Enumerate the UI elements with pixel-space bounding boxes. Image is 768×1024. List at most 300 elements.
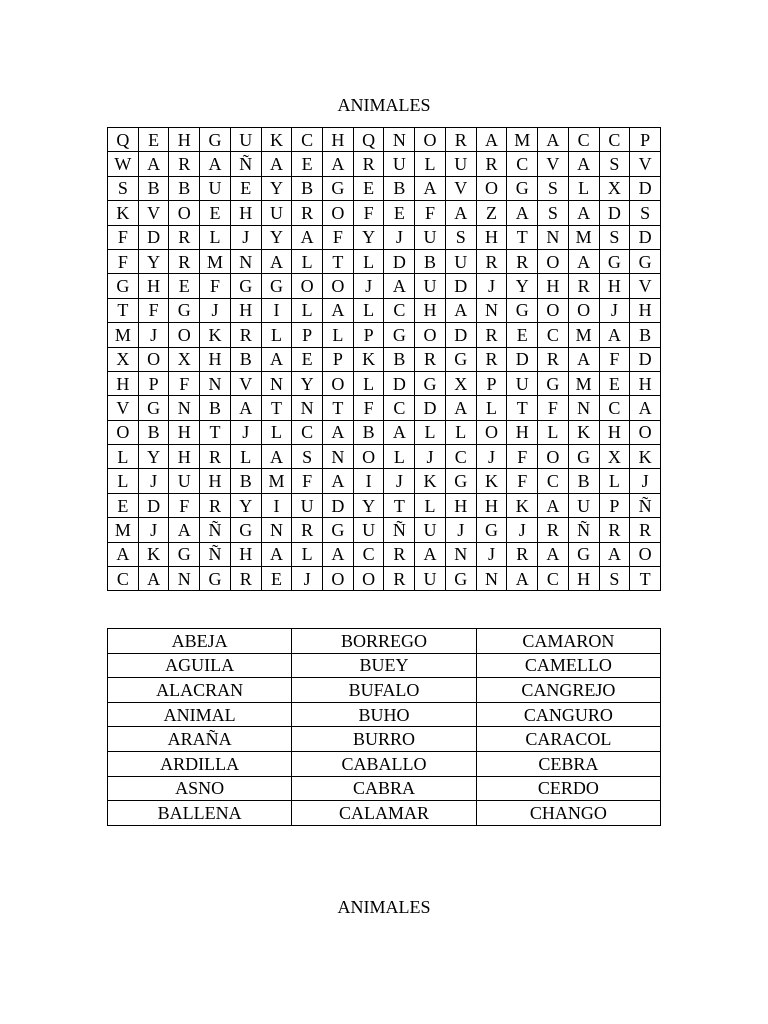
grid-cell: F bbox=[507, 469, 538, 493]
grid-cell: K bbox=[138, 542, 169, 566]
grid-row bbox=[108, 152, 661, 176]
grid-cell: D bbox=[323, 493, 354, 517]
grid-cell: A bbox=[538, 493, 569, 517]
grid-cell: X bbox=[108, 347, 139, 371]
grid-cell: B bbox=[353, 420, 384, 444]
grid-cell: N bbox=[292, 396, 323, 420]
grid-cell: L bbox=[261, 323, 292, 347]
grid-cell: O bbox=[476, 420, 507, 444]
grid-cell: C bbox=[384, 396, 415, 420]
word-list-row bbox=[108, 629, 661, 654]
grid-cell: A bbox=[323, 420, 354, 444]
grid-cell: H bbox=[630, 371, 661, 395]
grid-cell: R bbox=[599, 518, 630, 542]
grid-cell: U bbox=[568, 493, 599, 517]
grid-cell: T bbox=[630, 567, 661, 591]
grid-cell: Y bbox=[138, 249, 169, 273]
grid-cell: T bbox=[384, 493, 415, 517]
grid-cell: H bbox=[476, 493, 507, 517]
grid-cell: Y bbox=[353, 225, 384, 249]
grid-cell: D bbox=[630, 225, 661, 249]
grid-cell: C bbox=[108, 567, 139, 591]
grid-cell: L bbox=[200, 225, 231, 249]
grid-cell: A bbox=[415, 542, 446, 566]
grid-row bbox=[108, 493, 661, 517]
grid-cell: H bbox=[630, 298, 661, 322]
grid-cell: B bbox=[630, 323, 661, 347]
word-list-item: BUHO bbox=[292, 702, 476, 727]
word-list-item: CERDO bbox=[476, 776, 660, 801]
grid-cell: O bbox=[323, 567, 354, 591]
grid-cell: B bbox=[230, 469, 261, 493]
word-list-item: CHANGO bbox=[476, 801, 660, 826]
grid-cell: T bbox=[507, 225, 538, 249]
page-title-bottom: ANIMALES bbox=[337, 897, 431, 917]
grid-cell: C bbox=[292, 128, 323, 152]
grid-row bbox=[108, 298, 661, 322]
grid-cell: J bbox=[200, 298, 231, 322]
grid-row bbox=[108, 347, 661, 371]
grid-cell: G bbox=[568, 445, 599, 469]
grid-cell: O bbox=[353, 567, 384, 591]
word-list-row bbox=[108, 727, 661, 752]
grid-cell: K bbox=[415, 469, 446, 493]
grid-cell: V bbox=[630, 152, 661, 176]
grid-cell: U bbox=[415, 567, 446, 591]
grid-cell: E bbox=[230, 176, 261, 200]
grid-cell: G bbox=[323, 518, 354, 542]
grid-cell: M bbox=[507, 128, 538, 152]
grid-cell: S bbox=[292, 445, 323, 469]
grid-cell: G bbox=[169, 298, 200, 322]
grid-cell: O bbox=[353, 445, 384, 469]
grid-cell: M bbox=[261, 469, 292, 493]
grid-cell: E bbox=[507, 323, 538, 347]
word-list-item: CANGURO bbox=[476, 702, 660, 727]
grid-cell: J bbox=[415, 445, 446, 469]
grid-cell: U bbox=[261, 201, 292, 225]
grid-cell: A bbox=[138, 567, 169, 591]
grid-cell: R bbox=[230, 567, 261, 591]
grid-cell: R bbox=[292, 201, 323, 225]
grid-cell: A bbox=[261, 542, 292, 566]
grid-cell: G bbox=[169, 542, 200, 566]
grid-cell: Ñ bbox=[200, 518, 231, 542]
grid-cell: F bbox=[538, 396, 569, 420]
grid-cell: K bbox=[476, 469, 507, 493]
grid-row bbox=[108, 225, 661, 249]
grid-cell: M bbox=[568, 371, 599, 395]
grid-cell: C bbox=[599, 128, 630, 152]
word-list-item: CARACOL bbox=[476, 727, 660, 752]
grid-row bbox=[108, 445, 661, 469]
grid-cell: L bbox=[108, 469, 139, 493]
grid-cell: H bbox=[138, 274, 169, 298]
grid-row bbox=[108, 371, 661, 395]
grid-cell: O bbox=[476, 176, 507, 200]
grid-cell: A bbox=[476, 128, 507, 152]
page-title: ANIMALES bbox=[337, 95, 431, 115]
grid-cell: E bbox=[384, 201, 415, 225]
grid-cell: A bbox=[599, 323, 630, 347]
grid-cell: X bbox=[169, 347, 200, 371]
grid-cell: S bbox=[599, 567, 630, 591]
grid-row bbox=[108, 518, 661, 542]
grid-cell: R bbox=[445, 128, 476, 152]
grid-cell: B bbox=[568, 469, 599, 493]
word-list-item: CABRA bbox=[292, 776, 476, 801]
grid-cell: W bbox=[108, 152, 139, 176]
grid-cell: V bbox=[138, 201, 169, 225]
word-list-item: CANGREJO bbox=[476, 678, 660, 703]
grid-cell: O bbox=[169, 201, 200, 225]
grid-cell: Ñ bbox=[230, 152, 261, 176]
grid-cell: H bbox=[230, 298, 261, 322]
grid-cell: L bbox=[353, 298, 384, 322]
grid-cell: C bbox=[568, 128, 599, 152]
grid-cell: L bbox=[292, 542, 323, 566]
word-list-item: ANIMAL bbox=[108, 702, 292, 727]
grid-cell: X bbox=[445, 371, 476, 395]
grid-cell: J bbox=[138, 469, 169, 493]
grid-cell: G bbox=[445, 469, 476, 493]
grid-cell: J bbox=[476, 445, 507, 469]
grid-cell: H bbox=[415, 298, 446, 322]
grid-cell: L bbox=[230, 445, 261, 469]
grid-cell: G bbox=[568, 542, 599, 566]
grid-cell: I bbox=[261, 493, 292, 517]
grid-row bbox=[108, 396, 661, 420]
grid-cell: M bbox=[108, 518, 139, 542]
grid-cell: F bbox=[415, 201, 446, 225]
grid-cell: F bbox=[138, 298, 169, 322]
grid-cell: H bbox=[599, 420, 630, 444]
grid-cell: D bbox=[445, 323, 476, 347]
grid-cell: A bbox=[261, 249, 292, 273]
word-list-item: ABEJA bbox=[108, 629, 292, 654]
grid-cell: S bbox=[599, 225, 630, 249]
grid-row bbox=[108, 201, 661, 225]
word-list-item: ARDILLA bbox=[108, 751, 292, 776]
grid-cell: U bbox=[445, 152, 476, 176]
grid-cell: C bbox=[599, 396, 630, 420]
grid-cell: G bbox=[445, 347, 476, 371]
grid-cell: O bbox=[323, 371, 354, 395]
word-search-grid bbox=[107, 127, 661, 591]
grid-cell: D bbox=[599, 201, 630, 225]
grid-cell: Y bbox=[230, 493, 261, 517]
grid-cell: E bbox=[138, 128, 169, 152]
word-list-row bbox=[108, 801, 661, 826]
grid-cell: G bbox=[599, 249, 630, 273]
grid-cell: A bbox=[384, 420, 415, 444]
grid-cell: N bbox=[538, 225, 569, 249]
grid-cell: L bbox=[292, 298, 323, 322]
grid-cell: D bbox=[415, 396, 446, 420]
grid-cell: K bbox=[353, 347, 384, 371]
grid-cell: J bbox=[476, 542, 507, 566]
grid-cell: T bbox=[507, 396, 538, 420]
grid-cell: K bbox=[507, 493, 538, 517]
grid-cell: N bbox=[261, 371, 292, 395]
grid-cell: N bbox=[445, 542, 476, 566]
word-list-item: CEBRA bbox=[476, 751, 660, 776]
grid-cell: R bbox=[169, 225, 200, 249]
grid-cell: K bbox=[630, 445, 661, 469]
grid-cell: H bbox=[568, 567, 599, 591]
grid-cell: Z bbox=[476, 201, 507, 225]
grid-cell: H bbox=[599, 274, 630, 298]
grid-cell: N bbox=[384, 128, 415, 152]
grid-cell: A bbox=[200, 152, 231, 176]
word-list-item: BALLENA bbox=[108, 801, 292, 826]
grid-cell: T bbox=[108, 298, 139, 322]
grid-cell: U bbox=[384, 152, 415, 176]
grid-cell: B bbox=[138, 176, 169, 200]
grid-cell: B bbox=[169, 176, 200, 200]
grid-cell: D bbox=[138, 225, 169, 249]
grid-cell: L bbox=[353, 249, 384, 273]
grid-cell: D bbox=[138, 493, 169, 517]
grid-cell: I bbox=[261, 298, 292, 322]
grid-cell: G bbox=[230, 274, 261, 298]
grid-cell: N bbox=[200, 371, 231, 395]
grid-cell: O bbox=[323, 274, 354, 298]
grid-cell: A bbox=[445, 396, 476, 420]
grid-cell: D bbox=[445, 274, 476, 298]
grid-cell: P bbox=[353, 323, 384, 347]
grid-cell: O bbox=[415, 128, 446, 152]
grid-cell: A bbox=[384, 274, 415, 298]
grid-cell: N bbox=[476, 298, 507, 322]
grid-cell: P bbox=[323, 347, 354, 371]
grid-cell: Y bbox=[261, 225, 292, 249]
grid-cell: G bbox=[415, 371, 446, 395]
grid-cell: G bbox=[384, 323, 415, 347]
grid-cell: Q bbox=[108, 128, 139, 152]
grid-cell: A bbox=[630, 396, 661, 420]
grid-cell: R bbox=[476, 323, 507, 347]
grid-cell: F bbox=[353, 201, 384, 225]
grid-cell: B bbox=[230, 347, 261, 371]
grid-cell: N bbox=[169, 396, 200, 420]
grid-cell: A bbox=[323, 542, 354, 566]
grid-cell: O bbox=[538, 298, 569, 322]
grid-cell: H bbox=[230, 201, 261, 225]
word-list-row bbox=[108, 751, 661, 776]
grid-cell: M bbox=[200, 249, 231, 273]
grid-cell: R bbox=[169, 249, 200, 273]
grid-cell: J bbox=[230, 225, 261, 249]
grid-cell: P bbox=[599, 493, 630, 517]
grid-cell: L bbox=[292, 249, 323, 273]
grid-cell: H bbox=[323, 128, 354, 152]
grid-cell: A bbox=[445, 298, 476, 322]
grid-cell: A bbox=[538, 542, 569, 566]
grid-cell: C bbox=[538, 323, 569, 347]
grid-cell: G bbox=[476, 518, 507, 542]
grid-cell: K bbox=[200, 323, 231, 347]
grid-cell: G bbox=[445, 567, 476, 591]
word-list-item: AGUILA bbox=[108, 653, 292, 678]
grid-cell: H bbox=[476, 225, 507, 249]
word-list-row bbox=[108, 678, 661, 703]
grid-cell: G bbox=[200, 567, 231, 591]
grid-cell: A bbox=[108, 542, 139, 566]
grid-cell: B bbox=[292, 176, 323, 200]
grid-cell: U bbox=[169, 469, 200, 493]
grid-cell: H bbox=[200, 347, 231, 371]
grid-cell: G bbox=[507, 176, 538, 200]
grid-cell: C bbox=[445, 445, 476, 469]
grid-cell: X bbox=[599, 445, 630, 469]
grid-cell: X bbox=[599, 176, 630, 200]
word-list-item: BORREGO bbox=[292, 629, 476, 654]
grid-cell: J bbox=[445, 518, 476, 542]
grid-cell: U bbox=[200, 176, 231, 200]
grid-cell: J bbox=[507, 518, 538, 542]
grid-cell: C bbox=[538, 567, 569, 591]
grid-cell: A bbox=[568, 249, 599, 273]
grid-cell: B bbox=[138, 420, 169, 444]
grid-cell: N bbox=[261, 518, 292, 542]
grid-cell: A bbox=[538, 128, 569, 152]
word-list-item: BUFALO bbox=[292, 678, 476, 703]
grid-cell: Ñ bbox=[630, 493, 661, 517]
grid-cell: U bbox=[415, 274, 446, 298]
word-list-item: ASNO bbox=[108, 776, 292, 801]
grid-cell: U bbox=[415, 518, 446, 542]
grid-cell: A bbox=[169, 518, 200, 542]
grid-cell: N bbox=[476, 567, 507, 591]
grid-cell: Y bbox=[292, 371, 323, 395]
grid-row bbox=[108, 420, 661, 444]
grid-row bbox=[108, 249, 661, 273]
grid-cell: H bbox=[169, 445, 200, 469]
grid-cell: A bbox=[415, 176, 446, 200]
grid-cell: V bbox=[538, 152, 569, 176]
grid-cell: J bbox=[384, 469, 415, 493]
grid-cell: G bbox=[323, 176, 354, 200]
grid-cell: B bbox=[200, 396, 231, 420]
grid-cell: E bbox=[292, 347, 323, 371]
grid-cell: S bbox=[599, 152, 630, 176]
grid-cell: F bbox=[200, 274, 231, 298]
grid-cell: A bbox=[292, 225, 323, 249]
word-list-item: BURRO bbox=[292, 727, 476, 752]
grid-cell: S bbox=[538, 176, 569, 200]
grid-cell: U bbox=[353, 518, 384, 542]
grid-cell: D bbox=[630, 347, 661, 371]
grid-row bbox=[108, 469, 661, 493]
grid-cell: R bbox=[476, 152, 507, 176]
grid-cell: G bbox=[230, 518, 261, 542]
grid-cell: E bbox=[292, 152, 323, 176]
grid-row bbox=[108, 567, 661, 591]
grid-cell: H bbox=[108, 371, 139, 395]
grid-cell: O bbox=[138, 347, 169, 371]
grid-row bbox=[108, 542, 661, 566]
grid-cell: P bbox=[476, 371, 507, 395]
grid-cell: J bbox=[138, 518, 169, 542]
grid-cell: Y bbox=[507, 274, 538, 298]
grid-cell: F bbox=[507, 445, 538, 469]
grid-cell: L bbox=[568, 176, 599, 200]
grid-cell: A bbox=[261, 152, 292, 176]
grid-row bbox=[108, 274, 661, 298]
grid-cell: O bbox=[630, 542, 661, 566]
grid-cell: H bbox=[200, 469, 231, 493]
grid-cell: V bbox=[445, 176, 476, 200]
grid-cell: S bbox=[538, 201, 569, 225]
grid-cell: H bbox=[169, 128, 200, 152]
word-list-item: CAMARON bbox=[476, 629, 660, 654]
grid-cell: F bbox=[169, 371, 200, 395]
grid-cell: F bbox=[108, 249, 139, 273]
grid-cell: C bbox=[292, 420, 323, 444]
grid-cell: O bbox=[568, 298, 599, 322]
grid-cell: V bbox=[230, 371, 261, 395]
grid-cell: K bbox=[108, 201, 139, 225]
grid-cell: L bbox=[538, 420, 569, 444]
grid-cell: T bbox=[323, 396, 354, 420]
grid-cell: A bbox=[568, 347, 599, 371]
grid-cell: G bbox=[630, 249, 661, 273]
grid-cell: R bbox=[384, 567, 415, 591]
grid-cell: E bbox=[353, 176, 384, 200]
grid-cell: H bbox=[445, 493, 476, 517]
grid-row bbox=[108, 323, 661, 347]
grid-cell: S bbox=[445, 225, 476, 249]
grid-cell: U bbox=[292, 493, 323, 517]
grid-cell: G bbox=[200, 128, 231, 152]
grid-cell: I bbox=[353, 469, 384, 493]
word-list-row bbox=[108, 702, 661, 727]
grid-cell: J bbox=[599, 298, 630, 322]
word-list-item: BUEY bbox=[292, 653, 476, 678]
grid-cell: O bbox=[538, 249, 569, 273]
grid-cell: U bbox=[507, 371, 538, 395]
grid-cell: A bbox=[507, 201, 538, 225]
grid-cell: F bbox=[292, 469, 323, 493]
grid-cell: V bbox=[630, 274, 661, 298]
grid-cell: R bbox=[415, 347, 446, 371]
grid-cell: R bbox=[538, 518, 569, 542]
word-list-row bbox=[108, 653, 661, 678]
grid-cell: R bbox=[476, 249, 507, 273]
grid-cell: G bbox=[507, 298, 538, 322]
grid-cell: K bbox=[568, 420, 599, 444]
grid-cell: A bbox=[568, 201, 599, 225]
grid-cell: E bbox=[108, 493, 139, 517]
grid-cell: N bbox=[568, 396, 599, 420]
grid-cell: G bbox=[108, 274, 139, 298]
grid-cell: O bbox=[169, 323, 200, 347]
grid-cell: H bbox=[507, 420, 538, 444]
grid-cell: L bbox=[261, 420, 292, 444]
grid-cell: U bbox=[445, 249, 476, 273]
grid-cell: K bbox=[261, 128, 292, 152]
grid-cell: D bbox=[630, 176, 661, 200]
grid-cell: L bbox=[445, 420, 476, 444]
grid-cell: U bbox=[415, 225, 446, 249]
grid-cell: F bbox=[169, 493, 200, 517]
grid-cell: R bbox=[169, 152, 200, 176]
grid-cell: F bbox=[353, 396, 384, 420]
grid-cell: B bbox=[415, 249, 446, 273]
grid-cell: A bbox=[568, 152, 599, 176]
word-list-item: CALAMAR bbox=[292, 801, 476, 826]
